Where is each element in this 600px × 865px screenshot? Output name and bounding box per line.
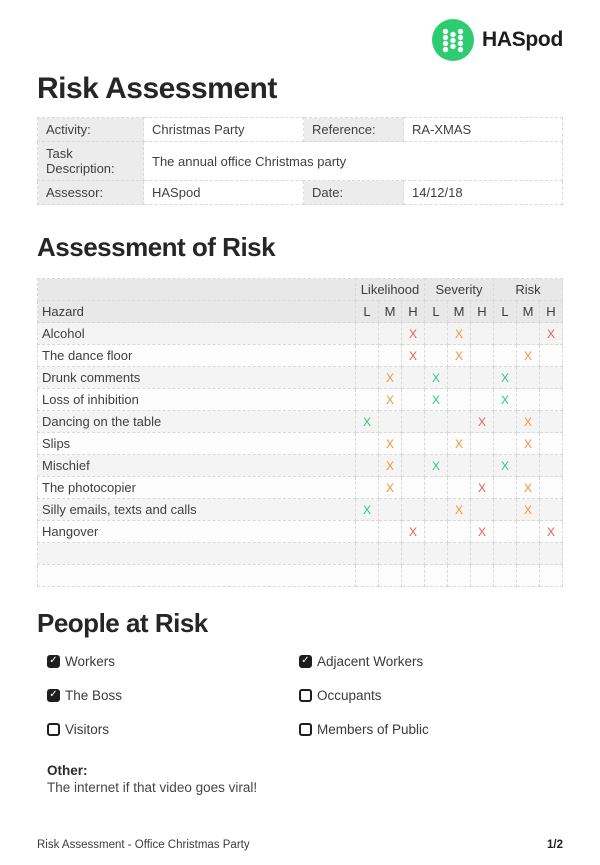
hazard-column-header: Hazard [38, 301, 356, 323]
table-row [38, 499, 563, 521]
severity-group-header: Severity [424, 279, 493, 301]
hazard-cell: Alcohol [38, 323, 356, 345]
likelihood-l-header: L [355, 301, 378, 323]
empty-mark-cell [447, 565, 470, 587]
empty-mark-cell [516, 543, 539, 565]
empty-mark-cell [447, 543, 470, 565]
empty-mark-cell [539, 455, 562, 477]
checkbox-item[interactable] [299, 654, 429, 668]
table-row [38, 345, 563, 367]
empty-mark-cell [493, 565, 516, 587]
table-row [38, 181, 563, 205]
likelihood-h-mark: X [401, 521, 424, 543]
severity-l-mark: X [424, 389, 447, 411]
risk-l-header: L [493, 301, 516, 323]
empty-mark-cell [539, 499, 562, 521]
hazard-cell: Slips [38, 433, 356, 455]
empty-mark-cell [516, 367, 539, 389]
checkbox-label: Occupants [317, 687, 382, 703]
empty-mark-cell [424, 323, 447, 345]
empty-mark-cell [539, 477, 562, 499]
hazard-cell: Silly emails, texts and calls [38, 499, 356, 521]
checkbox-label: The Boss [65, 687, 123, 703]
empty-mark-cell [539, 367, 562, 389]
empty-mark-cell [424, 521, 447, 543]
severity-l-header: L [424, 301, 447, 323]
table-row [38, 521, 563, 543]
hazard-cell: Mischief [38, 455, 356, 477]
empty-mark-cell [378, 345, 401, 367]
assessment-info-table [37, 117, 563, 205]
other-value: The internet if that video goes viral! [47, 780, 258, 795]
likelihood-m-mark: X [378, 477, 401, 499]
hazard-cell: Loss of inhibition [38, 389, 356, 411]
likelihood-h-mark: X [401, 345, 424, 367]
empty-mark-cell [516, 565, 539, 587]
checklist-column-right [299, 654, 429, 756]
risk-h-mark: X [539, 323, 562, 345]
severity-h-mark: X [470, 521, 493, 543]
empty-mark-cell [470, 345, 493, 367]
severity-l-mark: X [424, 367, 447, 389]
empty-mark-cell [401, 543, 424, 565]
date-label: Date: [304, 181, 404, 205]
table-row [38, 433, 563, 455]
table-row [38, 367, 563, 389]
page-number: 1/2 [547, 839, 563, 851]
empty-mark-cell [424, 411, 447, 433]
brand-name: HASpod [481, 28, 563, 51]
empty-mark-cell [378, 323, 401, 345]
risk-l-mark: X [493, 367, 516, 389]
table-row [38, 142, 563, 181]
checklist-column-left [37, 654, 299, 756]
empty-mark-cell [378, 499, 401, 521]
checkbox-item[interactable] [299, 688, 429, 702]
empty-mark-cell [470, 455, 493, 477]
hazard-cell [38, 543, 356, 565]
empty-mark-cell [447, 477, 470, 499]
empty-mark-cell [470, 543, 493, 565]
checkbox-label: Visitors [65, 721, 110, 737]
likelihood-m-header: M [378, 301, 401, 323]
hazard-cell: Dancing on the table [38, 411, 356, 433]
task-description-label: Task Description: [38, 142, 144, 181]
hazard-cell: The dance floor [38, 345, 356, 367]
people-at-risk-checklist [37, 654, 563, 756]
empty-mark-cell [355, 345, 378, 367]
empty-mark-cell [355, 433, 378, 455]
checkbox-label: Adjacent Workers [317, 653, 424, 669]
table-row [38, 565, 563, 587]
risk-m-mark: X [516, 433, 539, 455]
brand-header [37, 18, 563, 62]
footer-document-title: Risk Assessment - Office Christmas Party [37, 839, 250, 851]
empty-mark-cell [424, 345, 447, 367]
empty-mark-cell [424, 433, 447, 455]
empty-mark-cell [470, 367, 493, 389]
empty-mark-cell [355, 521, 378, 543]
empty-mark-cell [447, 521, 470, 543]
people-at-risk-title: People at Risk [37, 608, 208, 638]
checkbox-unchecked-icon[interactable] [47, 723, 60, 736]
empty-mark-cell [470, 323, 493, 345]
empty-mark-cell [378, 521, 401, 543]
likelihood-h-header: H [401, 301, 424, 323]
page-title: Risk Assessment [37, 72, 277, 105]
empty-mark-cell [378, 411, 401, 433]
empty-mark-cell [539, 389, 562, 411]
checkbox-label: Workers [65, 653, 116, 669]
severity-m-mark: X [447, 433, 470, 455]
likelihood-l-mark: X [355, 411, 378, 433]
empty-mark-cell [424, 543, 447, 565]
checkbox-item[interactable] [47, 722, 299, 736]
likelihood-m-mark: X [378, 367, 401, 389]
empty-mark-cell [493, 433, 516, 455]
empty-mark-cell [355, 565, 378, 587]
likelihood-m-mark: X [378, 389, 401, 411]
empty-mark-cell [424, 499, 447, 521]
empty-mark-cell [424, 565, 447, 587]
empty-mark-cell [539, 565, 562, 587]
empty-mark-cell [493, 477, 516, 499]
checkbox-checked-icon[interactable]: ✓ [299, 655, 312, 668]
empty-mark-cell [447, 455, 470, 477]
people-at-risk-section [37, 608, 563, 795]
risk-m-mark: X [516, 411, 539, 433]
empty-mark-cell [470, 433, 493, 455]
checkbox-label: Members of Public [317, 721, 429, 737]
empty-mark-cell [539, 433, 562, 455]
severity-h-header: H [470, 301, 493, 323]
table-row [38, 411, 563, 433]
empty-mark-cell [516, 389, 539, 411]
hazard-cell: Drunk comments [38, 367, 356, 389]
empty-mark-cell [539, 543, 562, 565]
page-footer [37, 839, 563, 851]
severity-m-mark: X [447, 499, 470, 521]
table-row [38, 477, 563, 499]
hazard-cell: The photocopier [38, 477, 356, 499]
other-block [37, 763, 563, 795]
sub-header-row [38, 301, 563, 323]
severity-h-mark: X [470, 477, 493, 499]
table-row [38, 455, 563, 477]
empty-mark-cell [470, 499, 493, 521]
checkbox-checked-icon[interactable]: ✓ [47, 655, 60, 668]
empty-mark-cell [378, 543, 401, 565]
table-row [38, 543, 563, 565]
activity-label: Activity: [38, 118, 144, 142]
hazard-cell [38, 565, 356, 587]
empty-mark-cell [401, 499, 424, 521]
risk-m-mark: X [516, 499, 539, 521]
empty-mark-cell [493, 345, 516, 367]
hazard-header-spacer [38, 279, 356, 301]
table-row [38, 323, 563, 345]
severity-m-mark: X [447, 345, 470, 367]
empty-mark-cell [355, 477, 378, 499]
severity-m-header: M [447, 301, 470, 323]
severity-m-mark: X [447, 323, 470, 345]
task-description-value: The annual office Christmas party [144, 142, 563, 181]
risk-h-mark: X [539, 521, 562, 543]
likelihood-m-mark: X [378, 433, 401, 455]
checkbox-unchecked-icon[interactable] [299, 689, 312, 702]
activity-value: Christmas Party [144, 118, 304, 142]
checkbox-item[interactable] [299, 722, 429, 736]
empty-mark-cell [447, 411, 470, 433]
table-row [38, 389, 563, 411]
empty-mark-cell [493, 499, 516, 521]
likelihood-group-header: Likelihood [355, 279, 424, 301]
reference-label: Reference: [304, 118, 404, 142]
checkbox-item[interactable] [47, 654, 299, 668]
assessment-of-risk-section [37, 232, 563, 587]
empty-mark-cell [401, 411, 424, 433]
empty-mark-cell [424, 477, 447, 499]
empty-mark-cell [401, 433, 424, 455]
empty-mark-cell [493, 411, 516, 433]
risk-h-header: H [539, 301, 562, 323]
empty-mark-cell [493, 543, 516, 565]
empty-mark-cell [493, 323, 516, 345]
assessor-label: Assessor: [38, 181, 144, 205]
haspod-logo-icon [432, 19, 474, 61]
reference-value: RA-XMAS [404, 118, 563, 142]
empty-mark-cell [355, 389, 378, 411]
likelihood-l-mark: X [355, 499, 378, 521]
risk-l-mark: X [493, 455, 516, 477]
assessor-value: HASpod [144, 181, 304, 205]
other-label: Other: [47, 763, 88, 778]
empty-mark-cell [401, 367, 424, 389]
risk-assessment-table [37, 278, 563, 587]
risk-l-mark: X [493, 389, 516, 411]
empty-mark-cell [470, 389, 493, 411]
checkbox-checked-icon[interactable]: ✓ [47, 689, 60, 702]
risk-group-header: Risk [493, 279, 562, 301]
risk-m-header: M [516, 301, 539, 323]
empty-mark-cell [447, 389, 470, 411]
empty-mark-cell [516, 521, 539, 543]
likelihood-h-mark: X [401, 323, 424, 345]
hazard-cell: Hangover [38, 521, 356, 543]
empty-mark-cell [539, 411, 562, 433]
likelihood-m-mark: X [378, 455, 401, 477]
empty-mark-cell [470, 565, 493, 587]
empty-mark-cell [355, 367, 378, 389]
empty-mark-cell [516, 323, 539, 345]
empty-mark-cell [355, 455, 378, 477]
empty-mark-cell [401, 455, 424, 477]
table-row [38, 118, 563, 142]
empty-mark-cell [378, 565, 401, 587]
empty-mark-cell [355, 323, 378, 345]
empty-mark-cell [516, 455, 539, 477]
empty-mark-cell [539, 345, 562, 367]
assessment-of-risk-title: Assessment of Risk [37, 232, 276, 262]
empty-mark-cell [493, 521, 516, 543]
empty-mark-cell [401, 389, 424, 411]
group-header-row [38, 279, 563, 301]
checkbox-item[interactable] [47, 688, 299, 702]
empty-mark-cell [401, 565, 424, 587]
empty-mark-cell [355, 543, 378, 565]
empty-mark-cell [447, 367, 470, 389]
empty-mark-cell [401, 477, 424, 499]
risk-m-mark: X [516, 477, 539, 499]
severity-h-mark: X [470, 411, 493, 433]
severity-l-mark: X [424, 455, 447, 477]
risk-m-mark: X [516, 345, 539, 367]
checkbox-unchecked-icon[interactable] [299, 723, 312, 736]
date-value: 14/12/18 [404, 181, 563, 205]
